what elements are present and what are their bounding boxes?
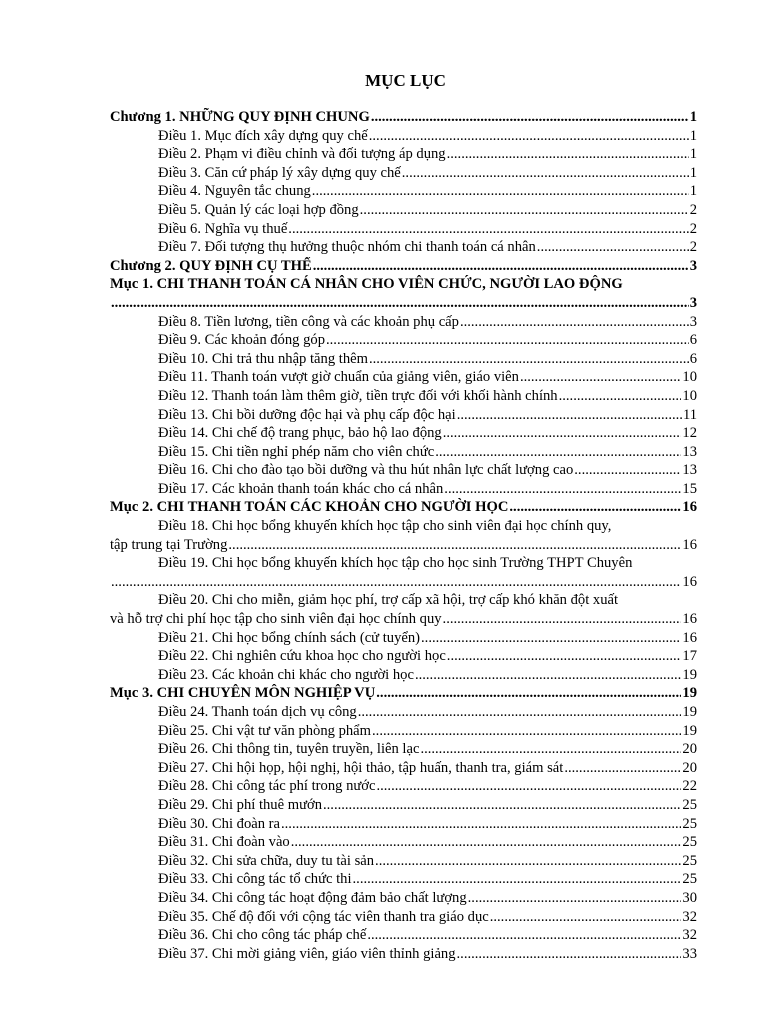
toc-page-number: 32 [682,908,697,925]
toc-page-number: 19 [682,685,697,702]
toc-list [110,108,697,963]
toc-entry[interactable] [110,722,697,741]
toc-entry[interactable] [110,666,697,685]
toc-dot-leader [291,833,682,852]
toc-entry-label: Chương 2. QUY ĐỊNH CỤ THỂ [110,257,312,274]
toc-dot-leader [537,238,689,257]
toc-entry-label: Điều 30. Chi đoàn ra [158,815,280,832]
toc-page-number: 15 [682,480,697,497]
toc-entry-label: Điều 25. Chi vật tư văn phòng phẩm [158,722,372,739]
toc-entry[interactable] [110,926,697,945]
toc-page-number: 10 [682,369,697,386]
toc-entry[interactable] [110,498,697,517]
toc-dot-leader [360,201,689,220]
toc-entry[interactable] [110,443,697,462]
toc-page-number: 19 [682,704,697,720]
toc-page-number: 20 [682,759,697,776]
toc-page-number: 13 [682,462,697,479]
toc-entry[interactable] [110,536,697,555]
toc-entry-label: Điều 23. Các khoản chi khác cho người học [158,666,414,683]
toc-dot-leader [520,368,681,387]
toc-entry[interactable] [110,201,697,220]
toc-entry[interactable] [110,815,697,834]
toc-entry[interactable] [110,647,697,666]
toc-dot-leader [468,889,682,908]
toc-page-number: 1 [689,146,697,163]
toc-page-number: 2 [689,239,697,256]
toc-page-number: 25 [682,871,697,888]
toc-dot-leader [371,108,689,127]
toc-page-number: 33 [682,945,697,962]
toc-entry-label: Mục 1. CHI THANH TOÁN CÁ NHÂN CHO VIÊN CHỨC, NGƯỜI LAO ĐỘNG [110,276,623,293]
toc-dot-leader [369,350,689,369]
toc-page-number: 20 [682,741,697,758]
toc-dot-leader [435,443,681,462]
toc-entry-label: Điều 13. Chi bồi dưỡng độc hại và phụ cấp độc hại [158,406,456,423]
toc-entry-label: Điều 29. Chi phí thuê mướn [158,796,322,813]
toc-entry-label: Điều 32. Chi sửa chữa, duy tu tài sản [158,852,375,869]
toc-page-number: 1 [689,127,697,144]
toc-entry-label: Điều 8. Tiền lương, tiền công và các khoản phụ cấp [158,313,459,330]
toc-entry-label: Điều 21. Chi học bổng chính sách (cử tuyển) [158,629,421,646]
toc-entry[interactable] [110,480,697,499]
toc-entry-label: Điều 24. Thanh toán dịch vụ công [158,704,357,720]
toc-page-number: 3 [689,294,697,311]
toc-page-number: 16 [682,611,697,628]
toc-page-number: 25 [682,796,697,813]
toc-page-number: 30 [682,889,697,906]
toc-dot-leader [353,870,682,889]
toc-entry[interactable] [110,294,697,313]
toc-entry-label: Chương 1. NHỮNG QUY ĐỊNH CHUNG [110,109,370,125]
toc-entry-label: Điều 27. Chi hội họp, hội nghị, hội thảo, tập huấn, thanh tra, giám sát [158,759,564,776]
toc-entry-label: Điều 7. Đối tượng thụ hưởng thuộc nhóm chi thanh toán cá nhân [158,239,536,256]
toc-entry[interactable] [110,424,697,443]
toc-entry-label: Điều 4. Nguyên tắc chung [158,183,311,200]
toc-entry-label: Điều 17. Các khoản thanh toán khác cho cá nhân [158,480,444,497]
toc-page-number: 16 [682,573,697,590]
toc-page-number: 1 [689,109,697,125]
toc-entry-label: Điều 31. Chi đoàn vào [158,834,290,851]
toc-entry[interactable] [110,908,697,927]
toc-entry[interactable] [110,313,697,332]
toc-dot-leader [313,257,689,276]
toc-dot-leader [367,926,681,945]
toc-dot-leader [281,815,681,834]
toc-dot-leader [111,294,689,313]
toc-dot-leader [376,777,681,796]
toc-entry-label: Điều 35. Chế độ đối với cộng tác viên thanh tra giáo dục [158,908,489,925]
toc-entry[interactable] [110,740,697,759]
toc-dot-leader [447,145,689,164]
toc-page-number: 2 [689,220,697,237]
toc-title: MỤC LỤC [365,71,446,90]
toc-dot-leader [457,406,682,425]
toc-entry[interactable] [110,238,697,257]
toc-entry-label: Điều 36. Chi cho công tác pháp chế [158,927,367,944]
toc-entry[interactable] [110,554,697,573]
toc-entry-label: Điều 14. Chi chế độ trang phục, bảo hộ lao động [158,425,442,442]
toc-page-number: 11 [682,406,697,423]
toc-entry[interactable] [110,368,697,387]
toc-entry[interactable] [110,127,697,146]
toc-dot-leader [323,796,681,815]
toc-dot-leader [509,498,681,517]
toc-entry[interactable] [110,703,697,722]
toc-dot-leader [228,536,681,555]
toc-entry[interactable] [110,275,697,294]
toc-entry-label: Mục 2. CHI THANH TOÁN CÁC KHOẢN CHO NGƯỜI HỌC [110,499,509,516]
toc-page-number: 16 [682,629,697,646]
toc-entry-label: Điều 26. Chi thông tin, tuyên truyền, liên lạc [158,741,420,758]
toc-page-number: 10 [682,387,697,404]
toc-entry-label: Điều 5. Quản lý các loại hợp đồng [158,201,359,218]
toc-dot-leader [326,331,689,350]
toc-entry[interactable] [110,406,697,425]
toc-entry-label: Điều 11. Thanh toán vượt giờ chuẩn của giảng viên, giáo viên [158,369,519,386]
toc-dot-leader [376,684,681,703]
toc-dot-leader [564,759,681,778]
toc-entry[interactable] [110,164,697,183]
toc-entry[interactable] [110,629,697,648]
toc-dot-leader [358,703,682,722]
toc-entry-label: tập trung tại Trường [110,536,228,553]
toc-dot-leader [421,629,681,648]
toc-entry-label: và hỗ trợ chi phí học tập cho sinh viên đại học chính quy [110,611,442,628]
toc-entry[interactable] [110,331,697,350]
toc-page-number: 19 [682,722,697,739]
toc-entry-label: Điều 9. Các khoản đóng góp [158,332,325,349]
toc-entry-label: Điều 16. Chi cho đào tạo bồi dưỡng và thu hút nhân lực chất lượng cao [158,462,574,479]
toc-page-number: 25 [682,852,697,869]
toc-entry[interactable] [110,610,697,629]
toc-entry-label: Điều 33. Chi công tác tổ chức thi [158,871,352,888]
toc-entry-label: Điều 15. Chi tiền nghỉ phép năm cho viên chức [158,443,435,460]
toc-entry[interactable] [110,889,697,908]
toc-dot-leader [443,424,682,443]
toc-page-number: 22 [682,778,697,795]
toc-entry[interactable] [110,182,697,201]
toc-page-number: 3 [689,313,697,330]
toc-page-number: 16 [682,499,697,516]
toc-page-number: 1 [689,183,697,200]
toc-entry-label: Điều 28. Chi công tác phí trong nước [158,778,376,795]
toc-page [110,66,697,963]
toc-dot-leader [447,647,682,666]
toc-dot-leader [415,666,681,685]
toc-entry[interactable] [110,852,697,871]
toc-entry-label: Điều 22. Chi nghiên cứu khoa học cho người học [158,648,446,665]
toc-dot-leader [574,461,681,480]
toc-page-number: 17 [682,648,697,665]
toc-page-number: 19 [682,666,697,683]
toc-entry[interactable] [110,759,697,778]
toc-entry-label: Điều 37. Chi mời giảng viên, giáo viên thỉnh giảng [158,945,456,962]
toc-entry-label: Điều 3. Căn cứ pháp lý xây dựng quy chế [158,164,401,181]
toc-entry[interactable] [110,945,697,964]
toc-entry-label: Điều 1. Mục đích xây dựng quy chế [158,127,368,144]
toc-page-number: 6 [689,350,697,367]
toc-dot-leader [444,480,681,499]
toc-dot-leader [559,387,682,406]
toc-dot-leader [372,722,681,741]
toc-entry[interactable] [110,777,697,796]
toc-dot-leader [375,852,681,871]
toc-entry-label: Điều 19. Chi học bổng khuyến khích học tập cho học sinh Trường THPT Chuyên [158,555,633,572]
toc-dot-leader [490,908,682,927]
toc-entry[interactable] [110,517,697,536]
toc-dot-leader [111,573,681,592]
toc-page-number: 16 [682,536,697,553]
toc-dot-leader [457,945,682,964]
toc-dot-leader [443,610,682,629]
toc-entry-label: Điều 2. Phạm vi điều chỉnh và đối tượng áp dụng [158,146,446,163]
toc-page-number: 25 [682,815,697,832]
toc-entry-label: Điều 12. Thanh toán làm thêm giờ, tiền trực đối với khối hành chính [158,387,558,404]
toc-dot-leader [460,313,689,332]
toc-page-number: 12 [682,425,697,442]
toc-page-number: 6 [689,332,697,349]
toc-entry[interactable] [110,796,697,815]
toc-page-number: 13 [682,443,697,460]
toc-dot-leader [288,220,688,239]
toc-entry[interactable] [110,461,697,480]
toc-entry[interactable] [110,591,697,610]
toc-dot-leader [312,182,689,201]
toc-dot-leader [420,740,681,759]
toc-entry[interactable] [110,870,697,889]
toc-entry-label: Điều 34. Chi công tác hoạt động đảm bảo chất lượng [158,889,467,906]
toc-entry-label: Điều 10. Chi trả thu nhập tăng thêm [158,350,368,367]
toc-entry[interactable] [110,145,697,164]
toc-entry-label: Mục 3. CHI CHUYÊN MÔN NGHIỆP VỤ [110,685,376,702]
toc-entry[interactable] [110,684,697,703]
toc-entry-label: Điều 18. Chi học bổng khuyến khích học tập cho sinh viên đại học chính quy, [158,518,612,535]
toc-page-number: 3 [689,257,697,274]
toc-entry[interactable] [110,220,697,239]
toc-entry[interactable] [110,108,697,127]
toc-entry-label: Điều 6. Nghĩa vụ thuế [158,220,288,237]
toc-entry[interactable] [110,350,697,369]
toc-entry[interactable] [110,573,697,592]
toc-page-number: 1 [689,164,697,181]
toc-page-number: 32 [682,927,697,944]
toc-dot-leader [369,127,689,146]
toc-dot-leader [402,164,689,183]
toc-page-number: 2 [689,201,697,218]
toc-page-number: 25 [682,834,697,851]
toc-entry[interactable] [110,387,697,406]
toc-entry[interactable] [110,257,697,276]
toc-entry-label: Điều 20. Chi cho miễn, giảm học phí, trợ cấp xã hội, trợ cấp khó khăn đột xuất [158,592,619,609]
toc-entry[interactable] [110,833,697,852]
